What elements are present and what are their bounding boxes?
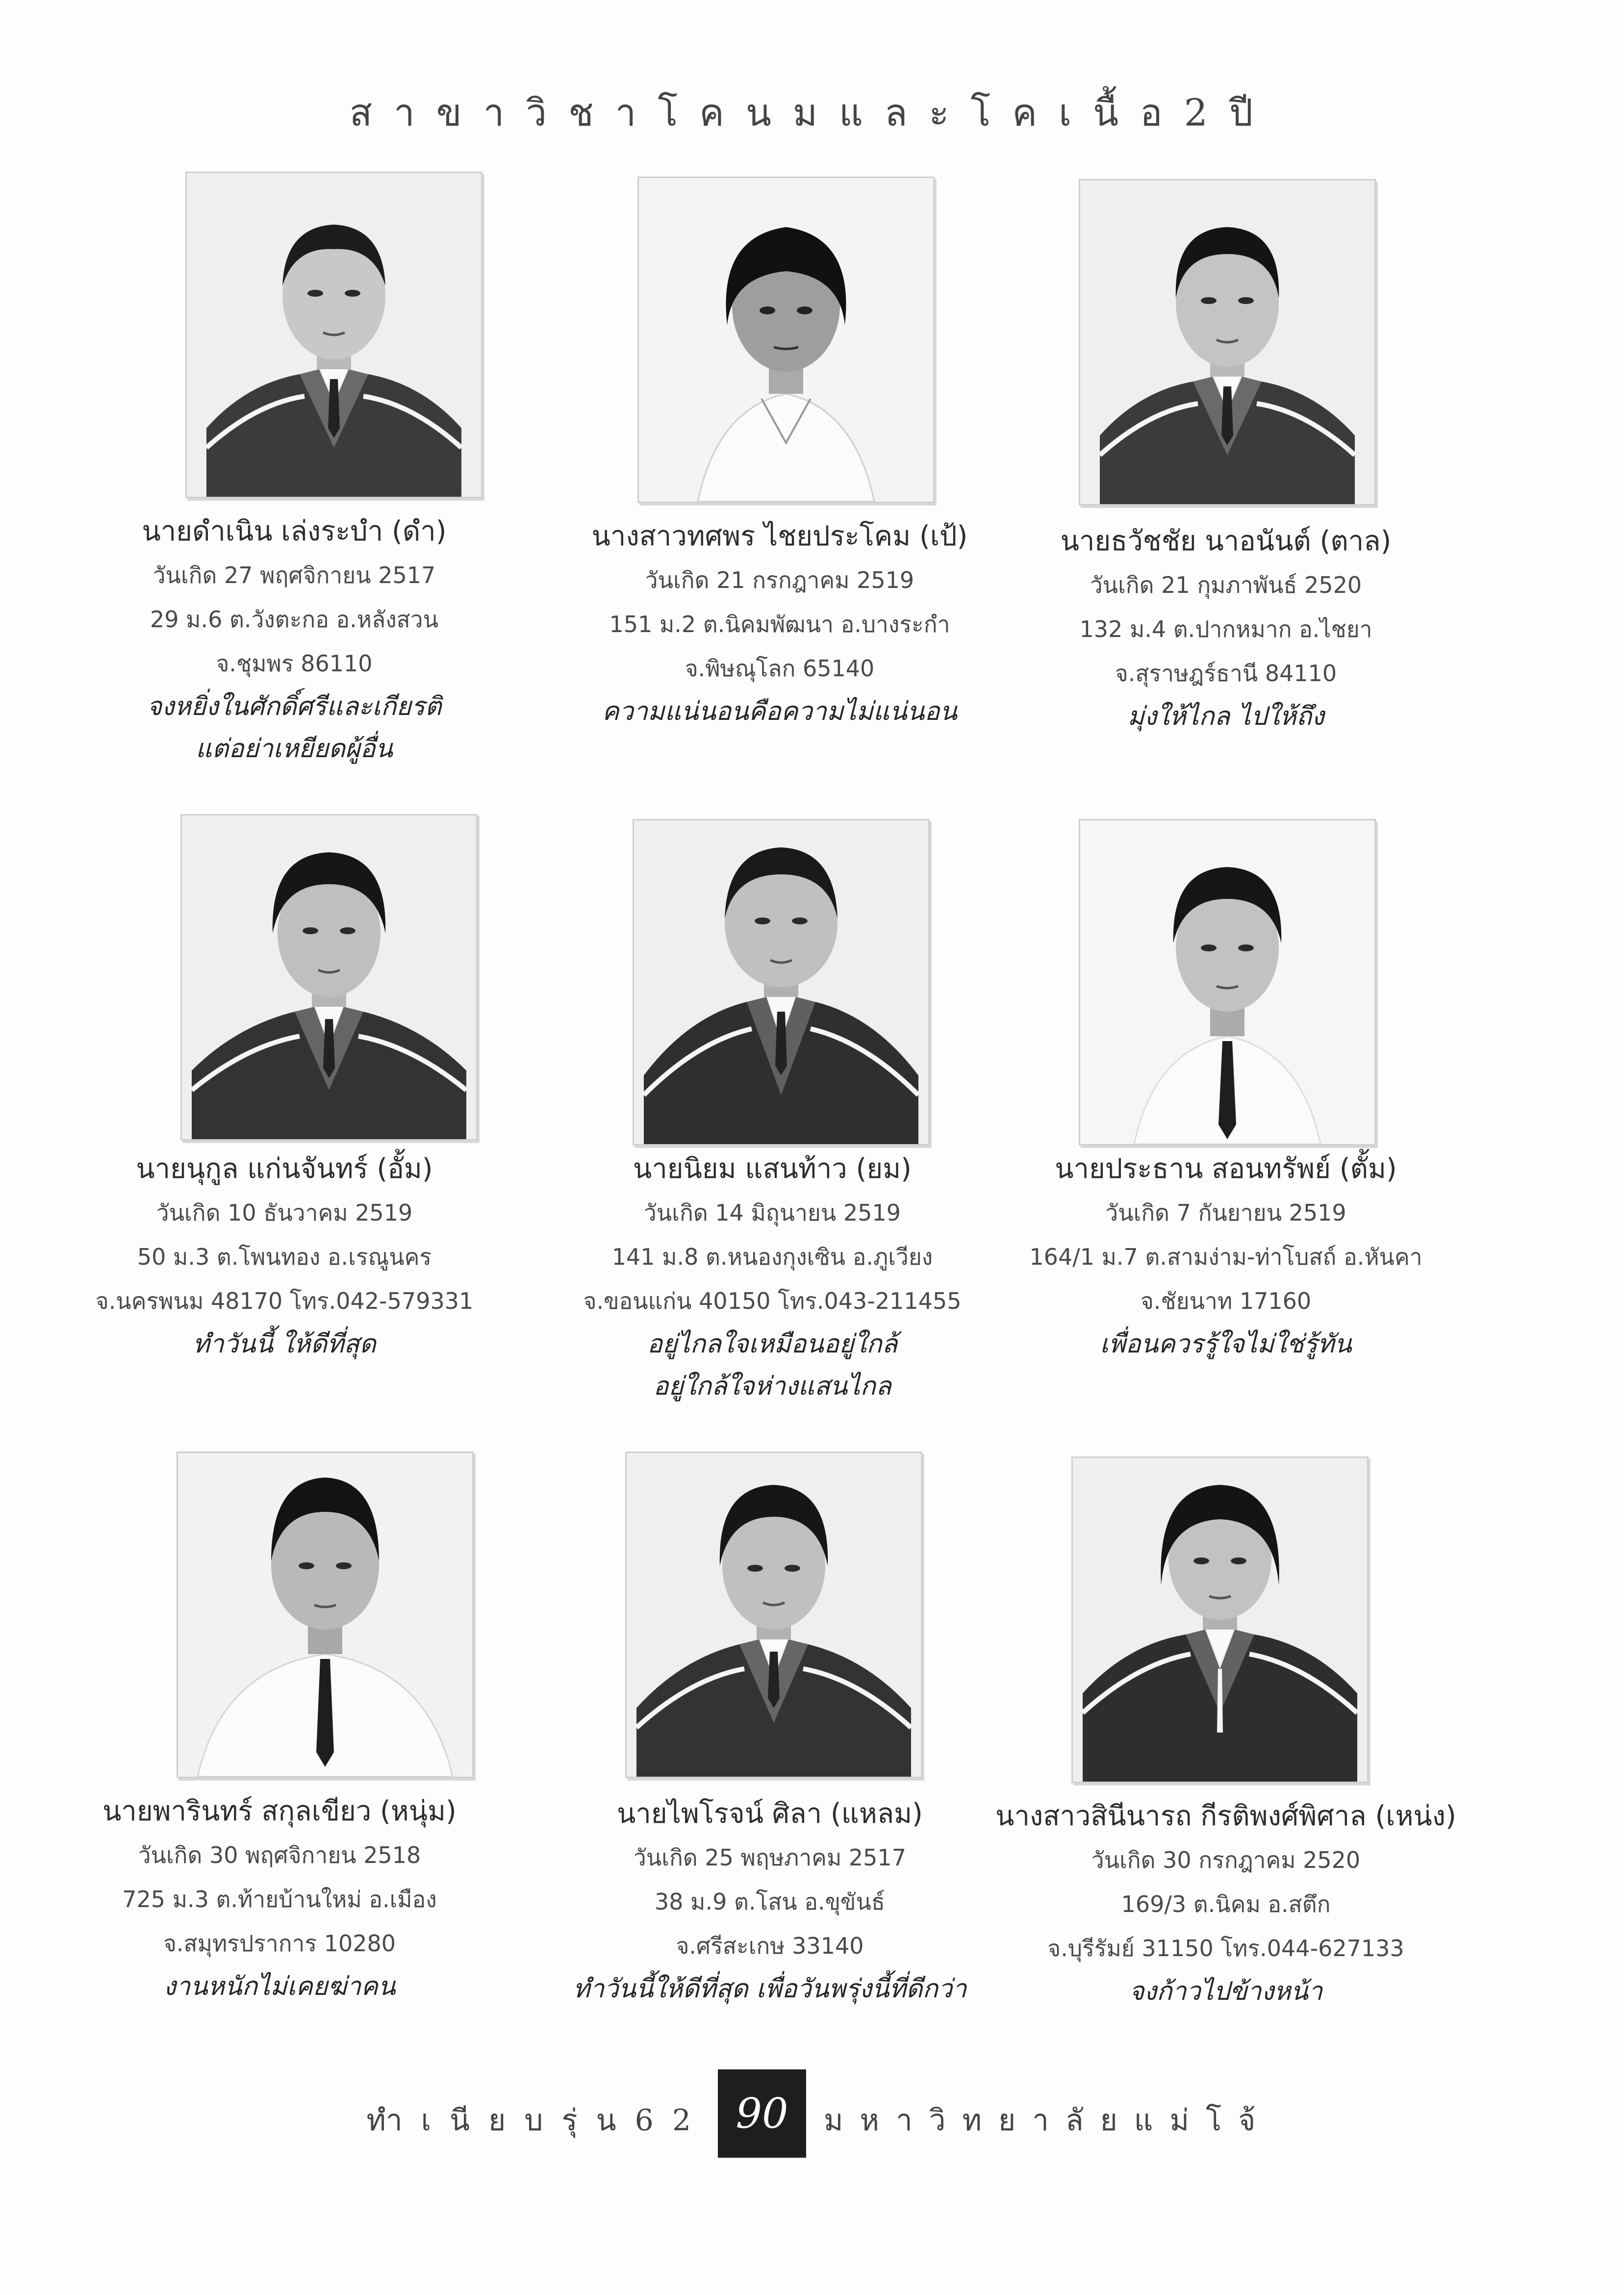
- motto-line-1: จงก้าวไปข้างหน้า: [1129, 1977, 1323, 2006]
- page-number: 90: [718, 2069, 806, 2158]
- graduate-photo: [637, 177, 935, 503]
- motto-line-1: อยู่ไกลใจเหมือนอยู่ใกล้: [647, 1329, 898, 1359]
- birth-date: วันเกิด 21 กรกฎาคม 2519: [645, 567, 914, 593]
- student-name: นายพารินทร์ สกุลเขียว (หนุ่ม): [102, 1795, 457, 1827]
- student-name: นางสาวสินีนารถ กีรติพงศ์พิศาล (เหน่ง): [995, 1800, 1456, 1832]
- graduate-photo: [1079, 179, 1376, 506]
- graduate-photo: [633, 819, 930, 1146]
- address-line-2: จ.บุรีรัมย์ 31150 โทร.044-627133: [1047, 1935, 1404, 1962]
- birth-date: วันเกิด 21 กุมภาพันธ์ 2520: [1090, 572, 1362, 598]
- graduate-photo: [1071, 1456, 1369, 1783]
- student-name: นางสาวทศพร ไชยประโคม (เป้): [591, 520, 968, 552]
- student-name: นายประธาน สอนทรัพย์ (ตั้ม): [1055, 1153, 1397, 1185]
- motto-line-1: งานหนักไม่เคยฆ่าคน: [163, 1972, 396, 2001]
- portrait-tie-icon: [178, 1453, 472, 1777]
- graduate-portrait-gown-icon: [627, 1453, 921, 1777]
- address-line-1: 151 ม.2 ต.นิคมพัฒนา อ.บางระกำ: [609, 611, 950, 638]
- address-line-2: จ.นครพนม 48170 โทร.042-579331: [95, 1288, 474, 1314]
- page-footer: [0, 2069, 1624, 2158]
- birth-date: วันเกิด 14 มิถุนายน 2519: [643, 1199, 901, 1226]
- address-line-2: จ.ชัยนาท 17160: [1140, 1288, 1312, 1314]
- address-line-1: 141 ม.8 ต.หนองกุงเซิน อ.ภูเวียง: [611, 1244, 933, 1270]
- address-line-2: จ.สุราษฎร์ธานี 84110: [1115, 660, 1337, 687]
- graduate-portrait-gown-icon: [187, 173, 481, 497]
- motto-line-2: แต่อย่าเหยียดผู้อื่น: [195, 734, 393, 764]
- address-line-2: จ.ขอนแก่น 40150 โทร.043-211455: [583, 1288, 962, 1314]
- address-line-1: 164/1 ม.7 ต.สามง่าม-ท่าโบสถ์ อ.หันคา: [1029, 1244, 1422, 1270]
- address-line-1: 725 ม.3 ต.ท้ายบ้านใหม่ อ.เมือง: [122, 1886, 437, 1912]
- graduate-photo: [177, 1452, 474, 1778]
- motto-line-1: มุ่งให้ไกล ไปให้ถึง: [1127, 702, 1324, 731]
- address-line-1: 29 ม.6 ต.วังตะกอ อ.หลังสวน: [150, 606, 439, 633]
- portrait-shirt-icon: [639, 178, 933, 502]
- motto-line-1: ทำวันนี้ให้ดีที่สุด เพื่อวันพรุ่งนี้ที่ดีกว่า: [573, 1974, 967, 2004]
- student-name: นายนุกูล แก่นจันทร์ (อั้ม): [136, 1153, 433, 1185]
- graduate-portrait-gown-icon: [1080, 180, 1374, 504]
- graduate-photo: [625, 1452, 922, 1778]
- birth-date: วันเกิด 10 ธันวาคม 2519: [156, 1199, 413, 1226]
- motto-line-1: ทำวันนี้ ให้ดีที่สุด: [193, 1329, 376, 1359]
- graduate-photo: [1079, 819, 1376, 1146]
- university-name: มหาวิทยาลัยแม่โจ้: [824, 2103, 1272, 2138]
- student-name: นายไพโรจน์ ศิลา (แหลม): [617, 1798, 923, 1830]
- address-line-2: จ.ชุมพร 86110: [216, 650, 373, 677]
- address-line-1: 169/3 ต.นิคม อ.สตึก: [1121, 1891, 1331, 1917]
- graduate-photo: [180, 814, 478, 1141]
- student-name: นายนิยม แสนท้าว (ยม): [633, 1153, 912, 1185]
- birth-date: วันเกิด 25 พฤษภาคม 2517: [634, 1844, 906, 1871]
- address-line-1: 38 ม.9 ต.โสน อ.ขุขันธ์: [655, 1888, 885, 1915]
- birth-date: วันเกิด 7 กันยายน 2519: [1105, 1199, 1346, 1226]
- birth-date: วันเกิด 30 พฤศจิกายน 2518: [138, 1842, 421, 1868]
- address-line-2: จ.สมุทรปราการ 10280: [163, 1930, 396, 1957]
- address-line-1: 132 ม.4 ต.ปากหมาก อ.ไชยา: [1079, 616, 1372, 642]
- motto-line-1: เพื่อนควรรู้ใจไม่ใช่รู้ทัน: [1100, 1329, 1352, 1359]
- graduate-portrait-gown-icon: [634, 820, 928, 1144]
- birth-date: วันเกิด 27 พฤศจิกายน 2517: [152, 562, 436, 588]
- graduate-portrait-gown-icon: [1073, 1458, 1367, 1782]
- motto-line-2: อยู่ใกล้ใจห่างแสนไกล: [653, 1372, 891, 1401]
- motto-line-1: จงหยิ่งในศักดิ์ศรีและเกียรติ: [147, 692, 442, 721]
- portrait-tie-icon: [1080, 820, 1374, 1144]
- graduate-photo: [185, 172, 482, 498]
- birth-date: วันเกิด 30 กรกฎาคม 2520: [1091, 1847, 1361, 1873]
- student-name: นายธวัชชัย นาอนันต์ (ตาล): [1060, 525, 1392, 557]
- page-title: สาขาวิชาโคนมและโคเนื้อ2ปี: [349, 91, 1275, 134]
- yearbook-label: ทำเนียบรุ่น62: [366, 2103, 710, 2138]
- address-line-2: จ.ศรีสะเกษ 33140: [676, 1933, 864, 1959]
- motto-line-1: ความแน่นอนคือความไม่แน่นอน: [602, 697, 958, 726]
- student-name: นายดำเนิน เล่งระบำ (ดำ): [142, 515, 447, 547]
- address-line-1: 50 ม.3 ต.โพนทอง อ.เรณูนคร: [137, 1244, 432, 1270]
- graduate-portrait-gown-icon: [182, 816, 476, 1139]
- address-line-2: จ.พิษณุโลก 65140: [685, 655, 875, 682]
